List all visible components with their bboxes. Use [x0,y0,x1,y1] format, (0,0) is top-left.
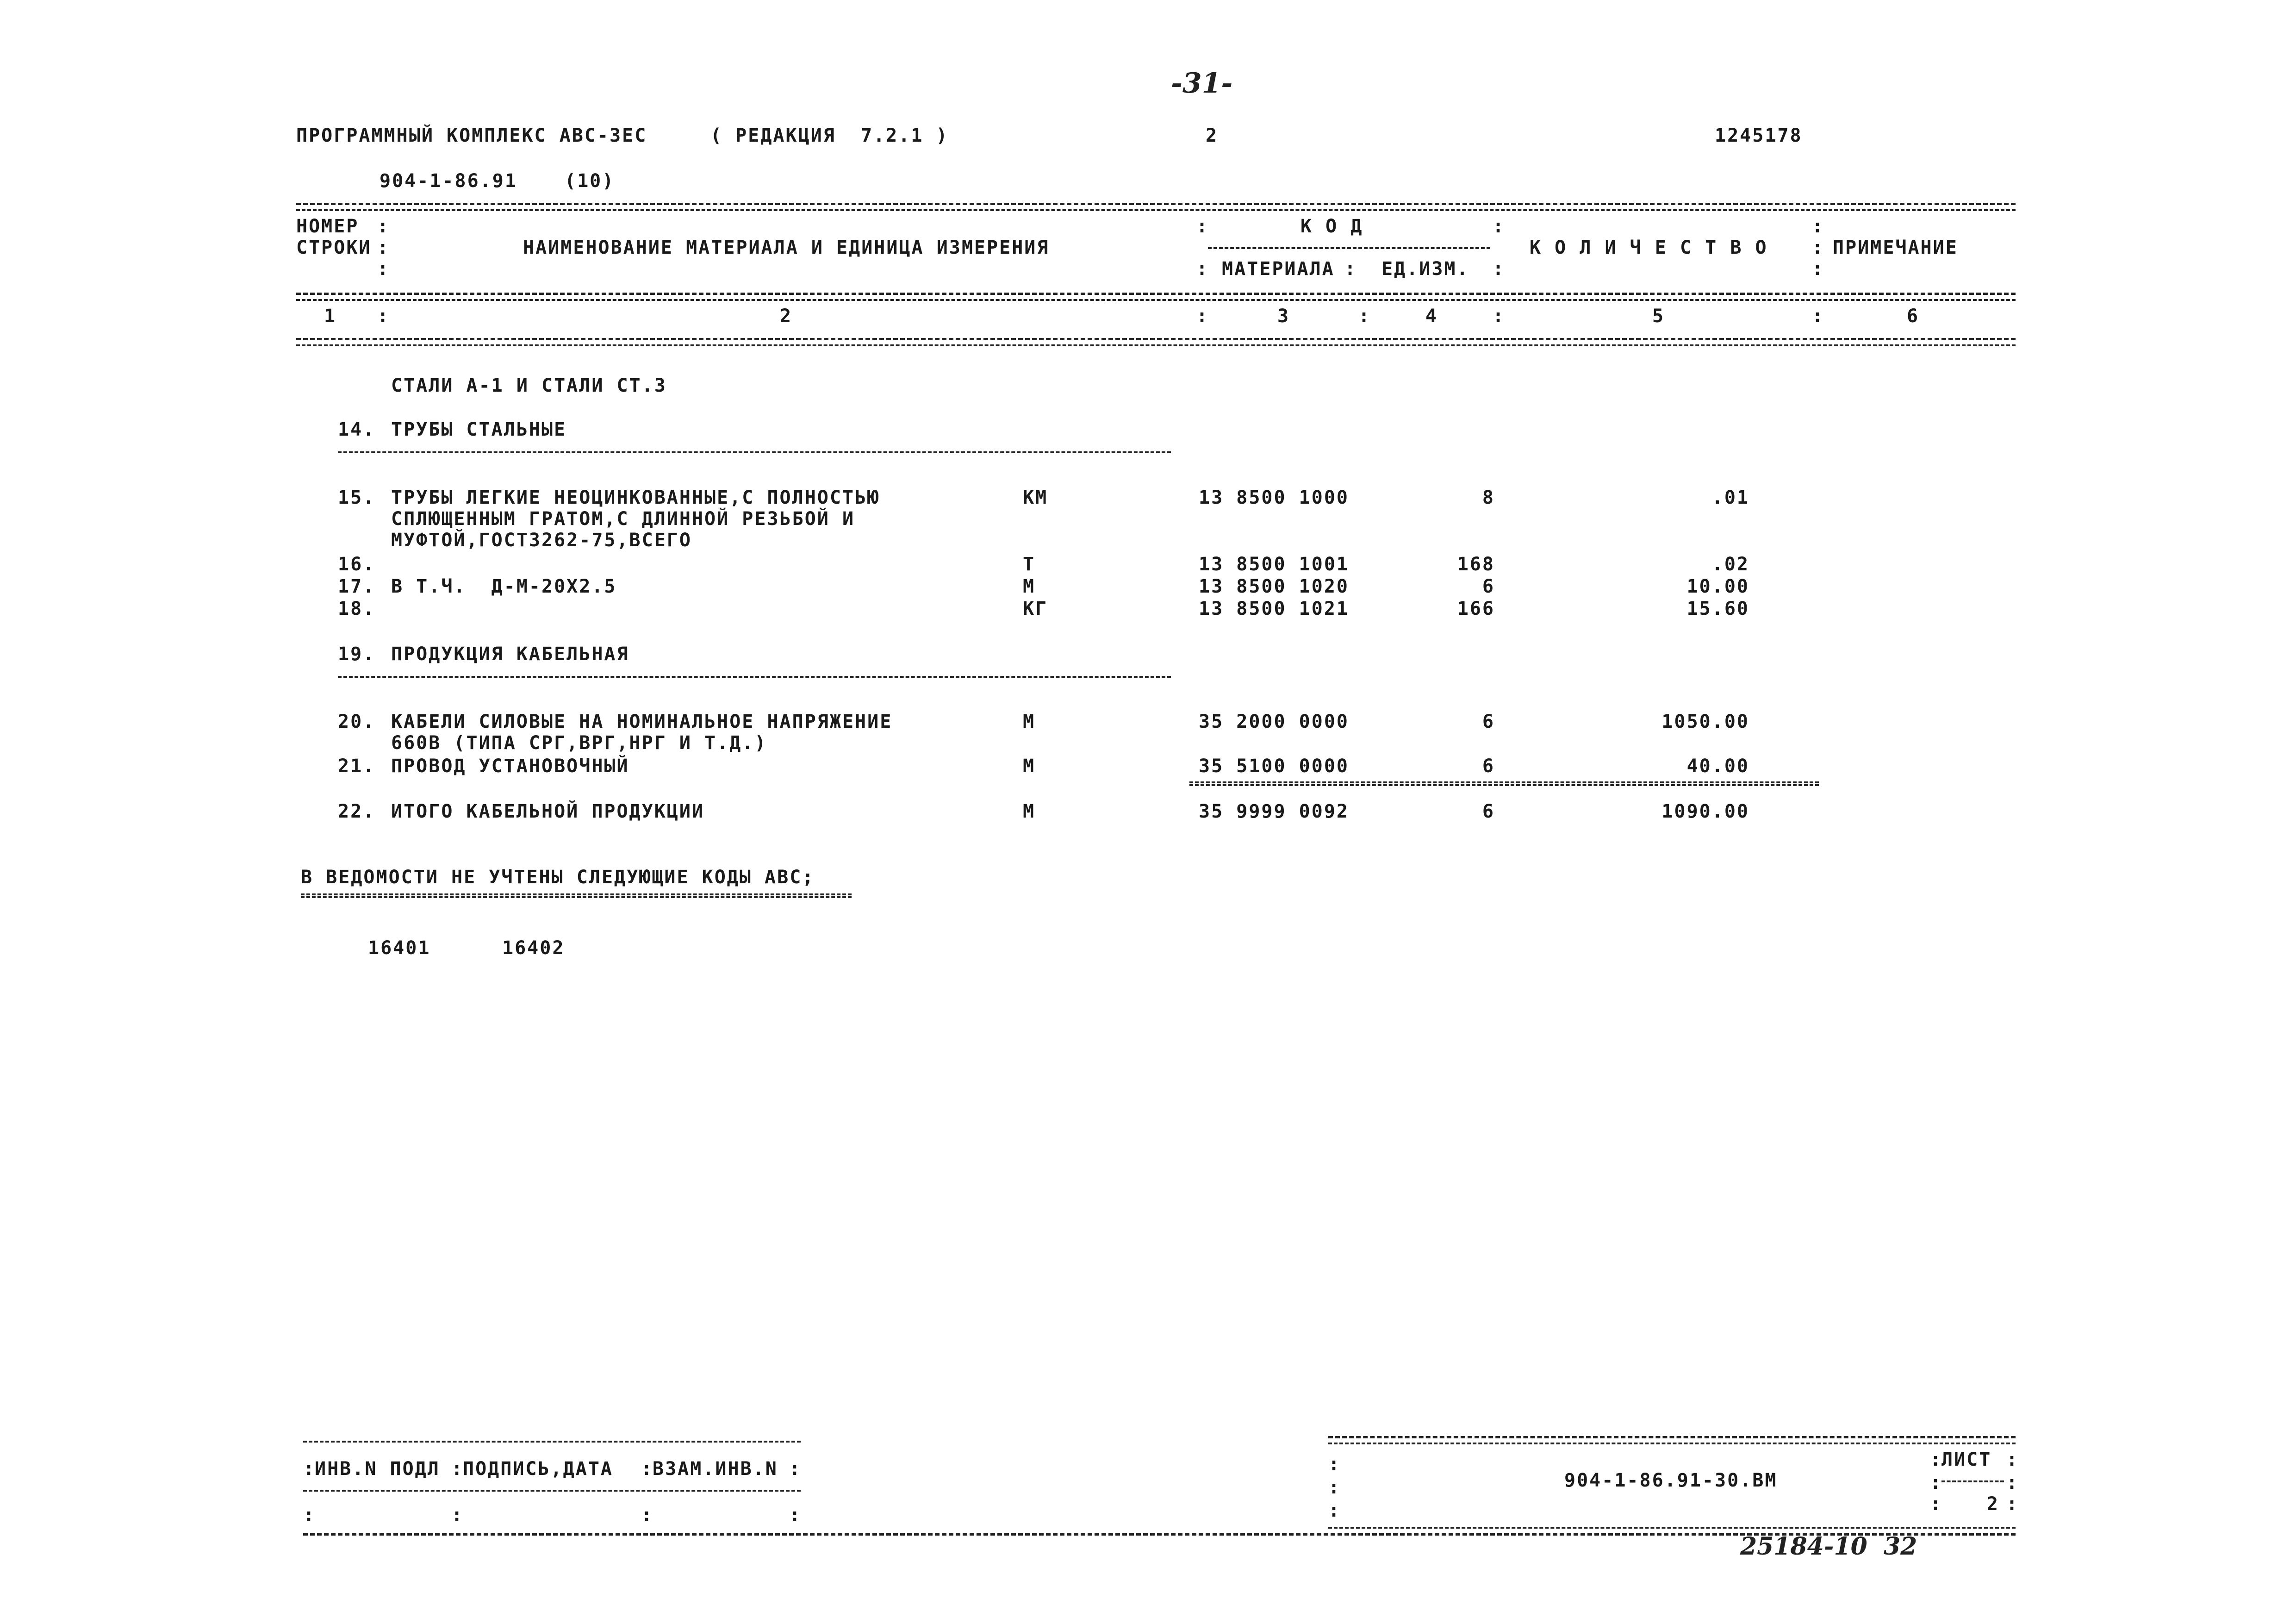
unaccounted-title: В ВЕДОМОСТИ НЕ УЧТЕНЫ СЛЕДУЮЩИЕ КОДЫ АВС; [301,867,815,888]
row-code: 13 8500 1000 [1199,487,1349,508]
row-number: 16. [338,554,376,575]
row-quantity: 15.60 [1686,598,1749,619]
stamp-left-top-rule [303,1441,801,1443]
row-unit: КМ [1023,487,1048,508]
row-quantity: 10.00 [1686,576,1749,597]
stamp-separator: : [789,1505,802,1526]
col-note-header: ПРИМЕЧАНИЕ [1833,237,1958,258]
row-number: 22. [338,801,376,822]
stamp-sheet-rule [1941,1480,2004,1482]
sheet-number: 2 [1206,125,1219,146]
col-separator: : [377,216,390,237]
col-row-no-line2: СТРОКИ [296,237,372,258]
row-number: 15. [338,487,376,508]
row-unit-code: 6 [1482,576,1495,597]
col-separator: : [1812,306,1825,327]
col-separator: : [1493,306,1506,327]
col-separator: : [1196,306,1209,327]
row-name: В Т.Ч. Д-М-20Х2.5 [391,576,617,597]
row-unit-code: 6 [1482,711,1495,732]
stamp-separator: : [451,1505,464,1526]
col-separator: : [377,306,390,327]
group-underline [338,676,1171,678]
stamp-separator: : [641,1505,654,1526]
section-title: СТАЛИ А-1 И СТАЛИ СТ.3 [391,375,667,396]
stamp-separator: : [303,1505,316,1526]
col-separator: : [1344,258,1357,280]
header-top-rule [296,203,2016,205]
row-unit-code: 6 [1482,801,1495,822]
col-num-1: 1 [324,306,337,327]
row-unit: М [1023,711,1036,732]
row-number: 17. [338,576,376,597]
stamp-inv-no: ИНВ.N ПОДЛ [315,1458,440,1480]
col-separator: : [1358,306,1371,327]
row-unit-code: 168 [1457,554,1495,575]
stamp-separator: : [789,1458,802,1480]
stamp-separator: : [1328,1454,1341,1475]
row-quantity: .02 [1711,554,1749,575]
stamp-separator: : [2006,1449,2019,1470]
col-code-unit: ЕД.ИЗМ. [1381,258,1469,280]
row-name: СПЛЮЩЕННЫМ ГРАТОМ,С ДЛИННОЙ РЕЗЬБОЙ И [391,508,855,530]
unaccounted-underline [301,893,852,898]
stamp-document-id: 904-1-86.91-30.ВМ [1564,1470,1778,1491]
group-underline [338,451,1171,453]
row-code: 35 2000 0000 [1199,711,1349,732]
row-unit: КГ [1023,598,1048,619]
col-name-header: НАИМЕНОВАНИЕ МАТЕРИАЛА И ЕДИНИЦА ИЗМЕРЕНИЯ [523,237,1050,258]
stamp-sign-date: ПОДПИСЬ,ДАТА [463,1458,613,1480]
col-separator: : [1196,216,1209,237]
row-number: 21. [338,756,376,777]
row-name: ИТОГО КАБЕЛЬНОЙ ПРОДУКЦИИ [391,801,705,822]
stamp-separator: : [2006,1493,2019,1515]
row-name: ТРУБЫ СТАЛЬНЫЕ [391,419,567,440]
row-quantity: 1050.00 [1661,711,1749,732]
col-num-3: 3 [1277,306,1290,327]
col-separator: : [377,237,390,258]
col-separator: : [1493,216,1506,237]
row-unit: М [1023,756,1036,777]
row-number: 14. [338,419,376,440]
row-code: 35 5100 0000 [1199,756,1349,777]
stamp-separator: : [1328,1477,1341,1498]
row-unit: М [1023,576,1036,597]
program-title: ПРОГРАММНЫЙ КОМПЛЕКС АВС-ЗЕС [296,125,647,146]
document-code: 1245178 [1715,125,1803,146]
stamp-replace-inv: ВЗАМ.ИНВ.N [653,1458,778,1480]
col-code-material: МАТЕРИАЛА [1222,258,1335,280]
col-num-2: 2 [780,306,793,327]
handwritten-number: 25184-10 [1740,1532,1867,1561]
stamp-separator: : [1328,1500,1341,1521]
stamp-right-top-rule [1328,1436,2016,1438]
unaccounted-code: 16401 [368,937,431,959]
col-separator: : [1493,258,1506,280]
stamp-separator: : [1930,1449,1943,1470]
row-name: ТРУБЫ ЛЕГКИЕ НЕОЦИНКОВАННЫЕ,С ПОЛНОСТЬЮ [391,487,880,508]
stamp-right-top-rule-2 [1328,1443,2016,1444]
row-quantity: 40.00 [1686,756,1749,777]
header-mid-rule-2 [296,299,2016,301]
col-separator: : [1812,237,1825,258]
project-number: 904-1-86.91 [380,170,517,192]
row-code: 13 8500 1001 [1199,554,1349,575]
row-unit-code: 166 [1457,598,1495,619]
row-code: 13 8500 1021 [1199,598,1349,619]
page-mark: -31- [1171,67,1233,100]
row-name: МУФТОЙ,ГОСТ3262-75,ВСЕГО [391,530,692,551]
stamp-separator: : [303,1458,316,1480]
row-unit: Т [1023,554,1036,575]
stamp-separator: : [451,1458,464,1480]
stamp-separator: : [1930,1472,1943,1493]
stamp-separator: : [1930,1493,1943,1515]
code-subheader-rule [1208,247,1490,249]
stamp-sheet-label: ЛИСТ [1941,1449,1992,1470]
stamp-separator: : [2006,1472,2019,1493]
unaccounted-code: 16402 [502,937,565,959]
row-number: 20. [338,711,376,732]
stamp-separator: : [641,1458,654,1480]
col-row-no-line1: НОМЕР [296,216,359,237]
header-bottom-rule [296,338,2016,340]
row-quantity: .01 [1711,487,1749,508]
row-code: 35 9999 0092 [1199,801,1349,822]
col-num-6: 6 [1907,306,1920,327]
col-code-header: К О Д [1300,216,1363,237]
col-quantity-header: К О Л И Ч Е С Т В О [1530,237,1768,258]
row-unit: М [1023,801,1036,822]
row-unit-code: 8 [1482,487,1495,508]
col-num-5: 5 [1652,306,1665,327]
col-separator: : [1812,216,1825,237]
col-num-4: 4 [1425,306,1438,327]
header-top-rule-2 [296,209,2016,211]
row-code: 13 8500 1020 [1199,576,1349,597]
row-quantity: 1090.00 [1661,801,1749,822]
project-index: (10) [565,170,615,192]
stamp-sheet-value: 2 [1986,1493,1999,1515]
col-separator: : [1196,258,1209,280]
row-name: КАБЕЛИ СИЛОВЫЕ НА НОМИНАЛЬНОЕ НАПРЯЖЕНИЕ [391,711,893,732]
stamp-left-mid-rule [303,1490,801,1492]
row-unit-code: 6 [1482,756,1495,777]
row-name: 660В (ТИПА СРГ,ВРГ,НРГ И Т.Д.) [391,732,767,754]
row-name: ПРОВОД УСТАНОВОЧНЫЙ [391,756,629,777]
row-number: 18. [338,598,376,619]
col-separator: : [1812,258,1825,280]
row-name: ПРОДУКЦИЯ КАБЕЛЬНАЯ [391,643,629,665]
col-separator: : [377,258,390,280]
handwritten-page: 32 [1884,1532,1917,1561]
header-mid-rule [296,293,2016,295]
row-number: 19. [338,643,376,665]
stamp-right-bottom-rule [1328,1527,2016,1529]
header-bottom-rule-2 [296,344,2016,346]
edition-label: ( РЕДАКЦИЯ 7.2.1 ) [710,125,949,146]
total-separator [1189,781,1819,786]
